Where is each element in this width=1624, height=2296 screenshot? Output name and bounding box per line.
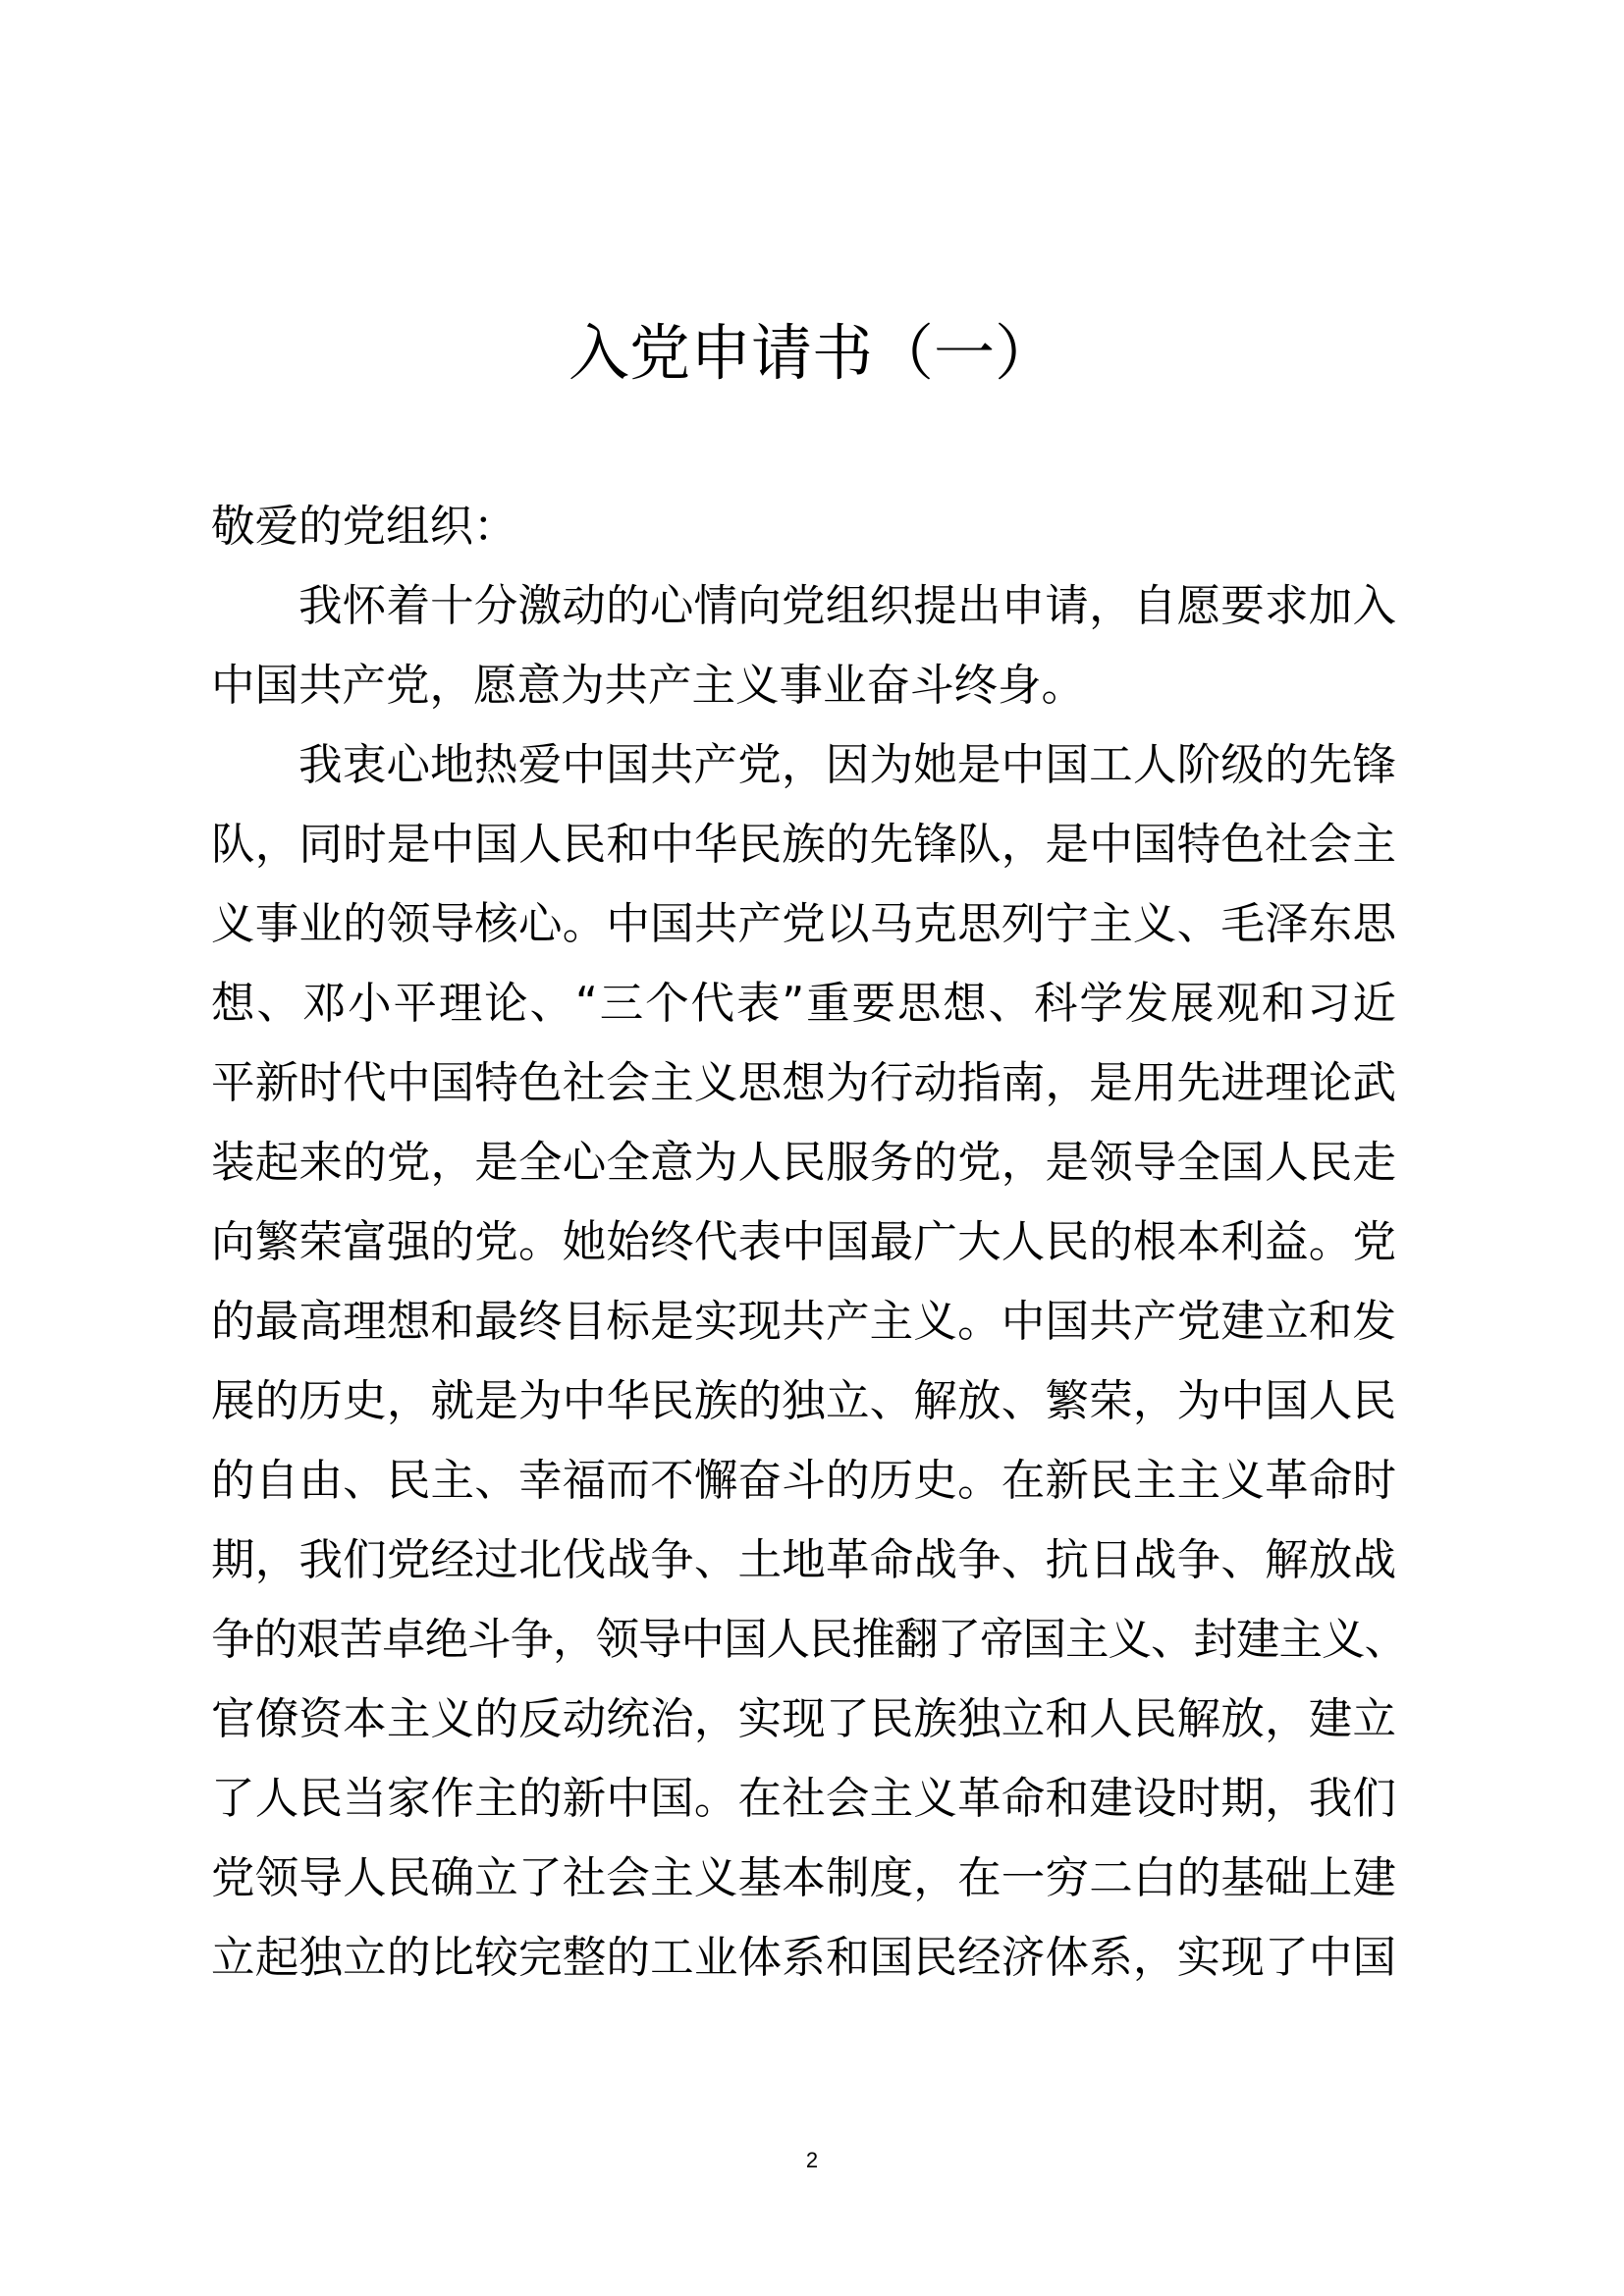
document-title: 入党申请书（一）	[568, 317, 1056, 389]
text-line: 平新时代中国特色社会主义思想为行动指南，是用先进理论武	[211, 1058, 1396, 1108]
text-line: 的自由、民主、幸福而不懈奋斗的历史。在新民主主义革命时	[211, 1456, 1396, 1506]
text-line: 装起来的党，是全心全意为人民服务的党，是领导全国人民走	[211, 1138, 1396, 1188]
text-line: 我怀着十分激动的心情向党组织提出申请，自愿要求加入	[298, 581, 1396, 631]
text-line: 向繁荣富强的党。她始终代表中国最广大人民的根本利益。党	[211, 1217, 1396, 1267]
text-line: 义事业的领导核心。中国共产党以马克思列宁主义、毛泽东思	[211, 899, 1396, 949]
salutation: 敬爱的党组织：	[211, 502, 517, 552]
text-line: 想、邓小平理论、“三个代表”重要思想、科学发展观和习近	[211, 979, 1396, 1029]
text-line: 期，我们党经过北伐战争、土地革命战争、抗日战争、解放战	[211, 1535, 1396, 1585]
document-body	[211, 487, 1408, 1998]
text-line: 党领导人民确立了社会主义基本制度，在一穷二白的基础上建	[211, 1853, 1396, 1903]
text-line: 立起独立的比较完整的工业体系和国民经济体系，实现了中国	[211, 1933, 1396, 1983]
text-line: 的最高理想和最终目标是实现共产主义。中国共产党建立和发	[211, 1297, 1396, 1347]
text-line: 争的艰苦卓绝斗争，领导中国人民推翻了帝国主义、封建主义、	[211, 1615, 1408, 1665]
text-line: 队，同时是中国人民和中华民族的先锋队，是中国特色社会主	[211, 820, 1396, 870]
page-number: 2	[805, 2148, 819, 2172]
text-line: 官僚资本主义的反动统治，实现了民族独立和人民解放，建立	[211, 1694, 1396, 1744]
text-line: 我衷心地热爱中国共产党，因为她是中国工人阶级的先锋	[298, 740, 1396, 790]
text-line: 了人民当家作主的新中国。在社会主义革命和建设时期，我们	[211, 1774, 1396, 1824]
text-line: 中国共产党，愿意为共产主义事业奋斗终身。	[211, 661, 1086, 711]
text-line: 展的历史，就是为中华民族的独立、解放、繁荣，为中国人民	[211, 1376, 1396, 1426]
